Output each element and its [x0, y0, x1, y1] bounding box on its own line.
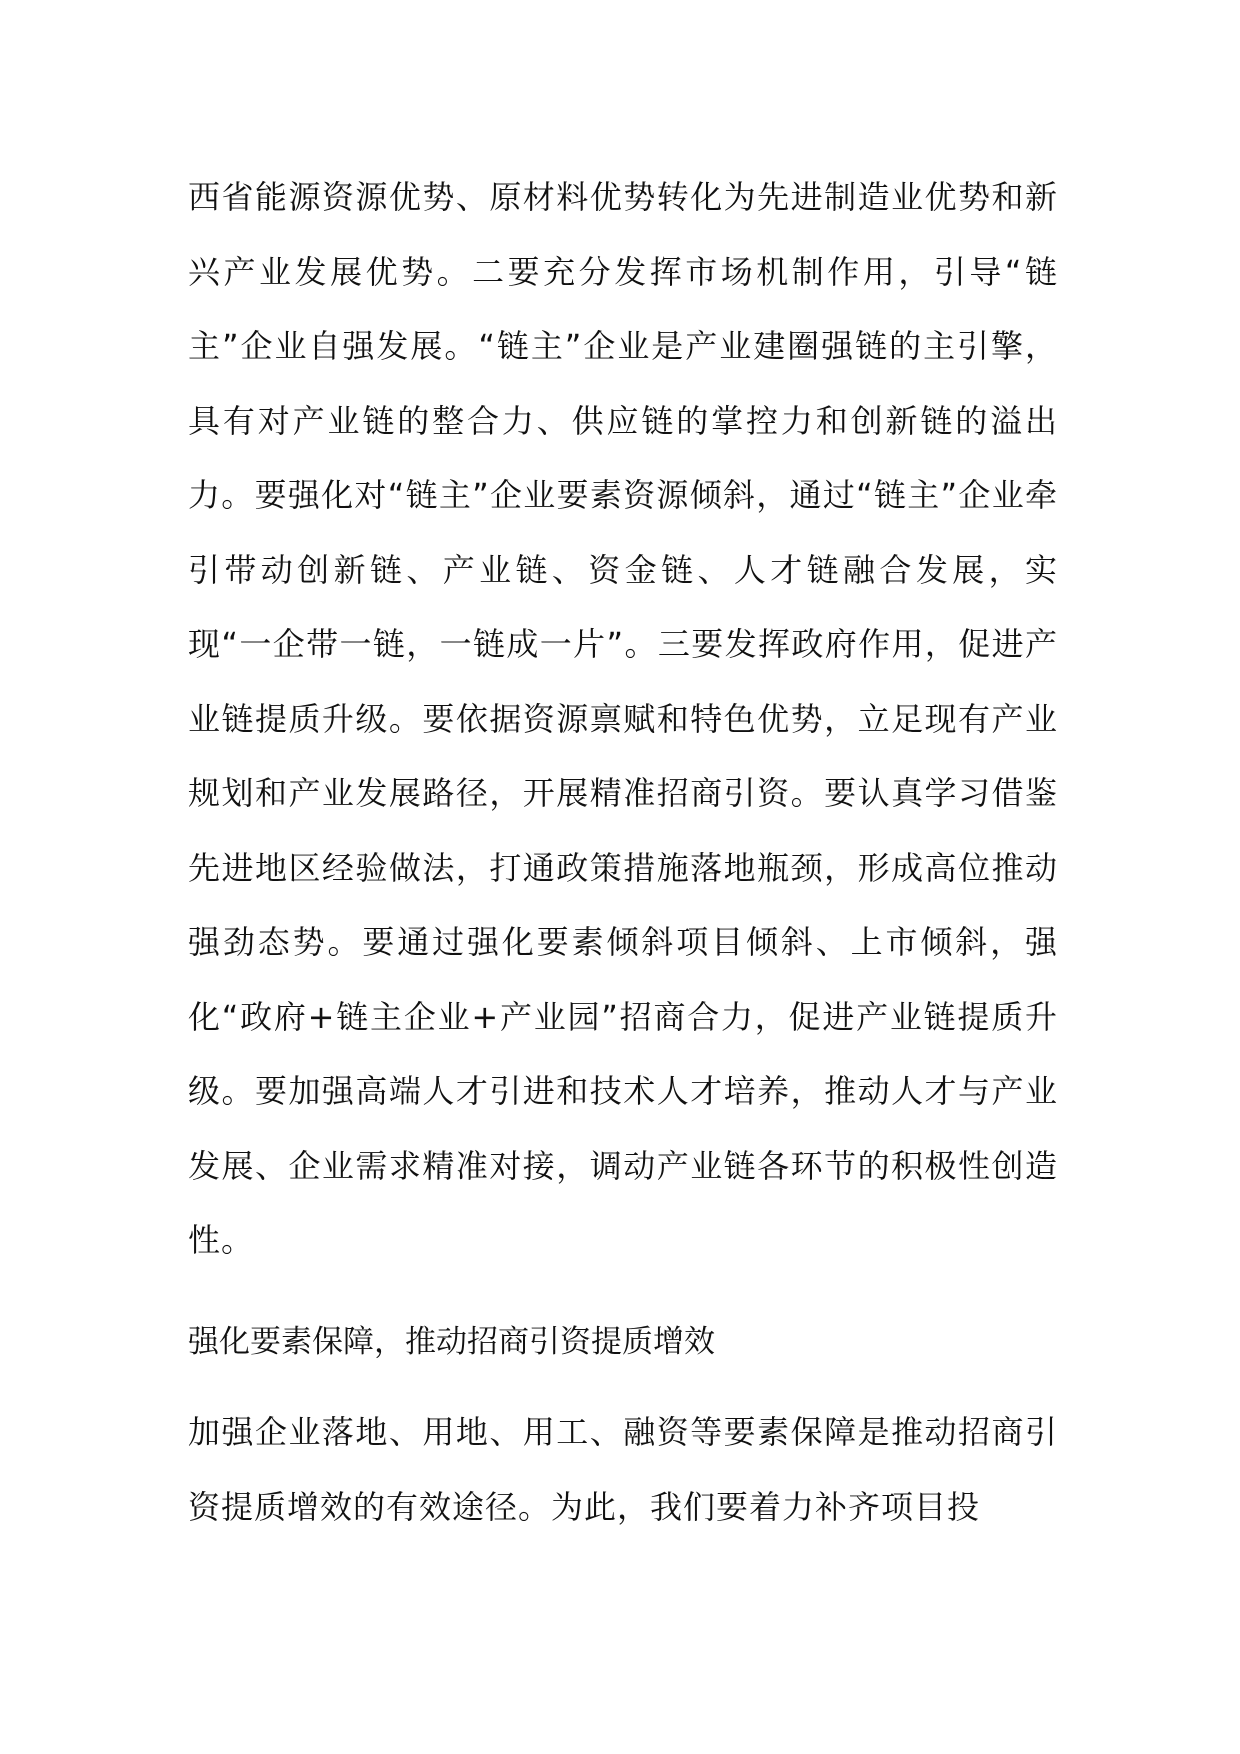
section-heading: 强化要素保障，推动招商引资提质增效: [188, 1324, 715, 1360]
body-paragraph: 西省能源资源优势、原材料优势转化为先进制造业优势和新兴产业发展优势。二要充分发挥市场机制作用，引导“链主”企业自强发展。“链主”企业是产业建圈强链的主引擎，具有对产业链的整合力、供应链的掌控力和创新链的溢出力。要强化对“链主”企业要素资源倾斜，通过“链主”企业牵引带动创新链、产业链、资金链、人才链融合发展，实现“一企带一链，一链成一片”。三要发挥政府作用，促进产业链提质升级。要依据资源禀赋和特色优势，立足现有产业规划和产业发展路径，开展精准招商引资。要认真学习借鉴先进地区经验做法，打通政策措施落地瓶颈，形成高位推动强劲态势。要通过强化要素倾斜项目倾斜、上市倾斜，强化“政府+链主企业+产业园”招商合力，促进产业链提质升级。要加强高端人才引进和技术人才培养，推动人才与产业发展、企业需求精准对接，调动产业链各环节的积极性创造性。: [188, 178, 1058, 1259]
body-paragraph-continued: 加强企业落地、用地、用工、融资等要素保障是推动招商引资提质增效的有效途径。为此，我们要着力补齐项目投: [188, 1413, 1058, 1526]
